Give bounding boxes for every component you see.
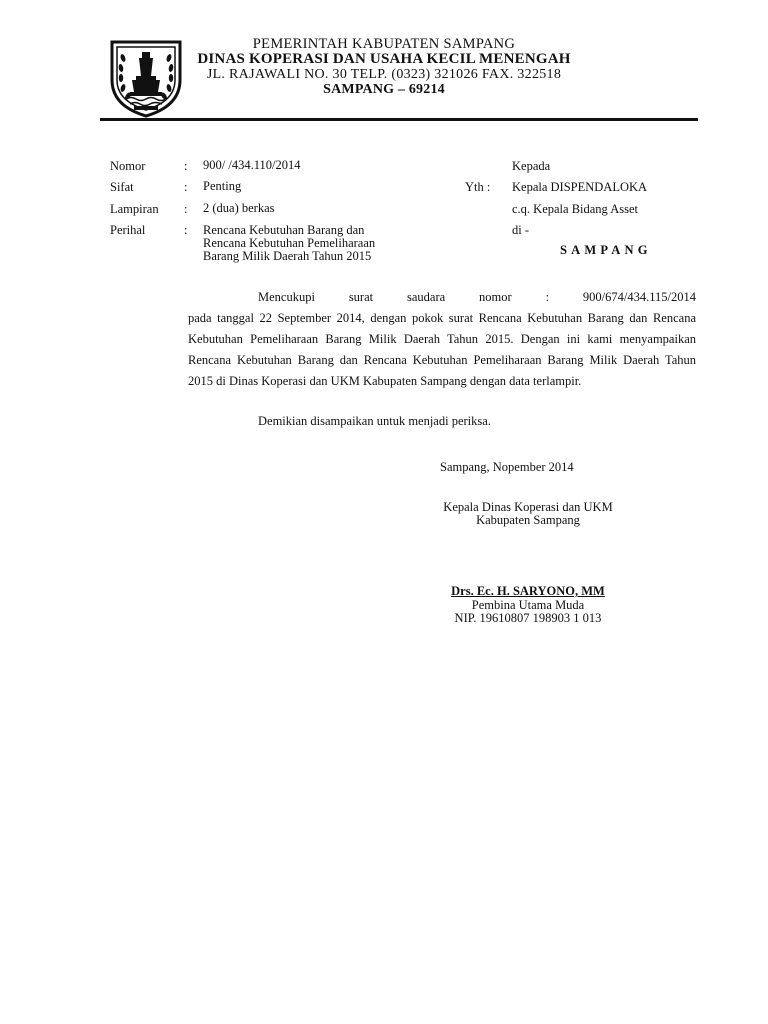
recipient-line1: Kepala DISPENDALOKA <box>512 180 648 194</box>
signatory-position-line2: Kabupaten Sampang <box>476 513 580 527</box>
meta-label-lampiran: Lampiran <box>110 202 159 216</box>
letterhead-divider <box>100 118 698 121</box>
meta-label-perihal: Perihal <box>110 223 146 237</box>
letterhead-office: DINAS KOPERASI DAN USAHA KECIL MENENGAH <box>197 51 571 67</box>
meta-colon: : <box>184 202 188 216</box>
body-first-line: Mencukupi surat saudara nomor : 900/674/434.115/2014 <box>258 290 696 304</box>
recipient-city: SAMPANG <box>560 243 652 257</box>
meta-value-lampiran: 2 (dua) berkas <box>203 201 275 215</box>
signatory-position-line1: Kepala Dinas Koperasi dan UKM <box>443 500 613 514</box>
meta-colon: : <box>184 159 188 173</box>
meta-value-nomor: 900/ /434.110/2014 <box>203 158 301 172</box>
signatory-name: Drs. Ec. H. SARYONO, MM <box>451 584 605 598</box>
letterhead-address: JL. RAJAWALI NO. 30 TELP. (0323) 321026 FAX. 322518 <box>206 67 562 82</box>
meta-value-sifat: Penting <box>203 179 242 193</box>
meta-value-perihal-line3: Barang Milik Daerah Tahun 2015 <box>203 249 372 263</box>
meta-colon: : <box>184 223 188 237</box>
signatory-rank: Pembina Utama Muda <box>471 598 585 612</box>
signatory-nip: NIP. 19610807 198903 1 013 <box>454 611 602 625</box>
meta-label-sifat: Sifat <box>110 180 134 194</box>
meta-colon: : <box>184 180 188 194</box>
closing-sentence: Demikian disampaikan untuk menjadi periksa. <box>258 414 491 428</box>
recipient-line3: di - <box>512 223 530 237</box>
recipient-kepada: Kepada <box>512 159 551 173</box>
recipient-line2: c.q. Kepala Bidang Asset <box>512 202 639 216</box>
place-date: Sampang, Nopember 2014 <box>440 460 574 474</box>
meta-value-perihal-line1: Rencana Kebutuhan Barang dan <box>203 223 365 237</box>
meta-value-perihal-line2: Rencana Kebutuhan Pemeliharaan <box>203 236 376 250</box>
meta-label-nomor: Nomor <box>110 159 146 173</box>
body-paragraph: pada tanggal 22 September 2014, dengan pokok surat Rencana Kebutuhan Barang dan Rencana Kebutuhan Pemeliharaan Barang Milik Daerah Tahun 2015. Dengan ini kami menyampaikan Rencana Kebutuhan Barang dan Rencana Kebutuhan Pemeliharaan Barang Milik Daerah Tahun 2015 di Dinas Koperasi dan UKM Kabupaten Sampang dengan data terlampir. <box>188 311 696 388</box>
recipient-yth: Yth : <box>465 180 491 194</box>
letterhead-city: SAMPANG – 69214 <box>323 82 445 97</box>
letter-body <box>188 287 696 392</box>
letterhead-government: PEMERINTAH KABUPATEN SAMPANG <box>252 36 516 52</box>
